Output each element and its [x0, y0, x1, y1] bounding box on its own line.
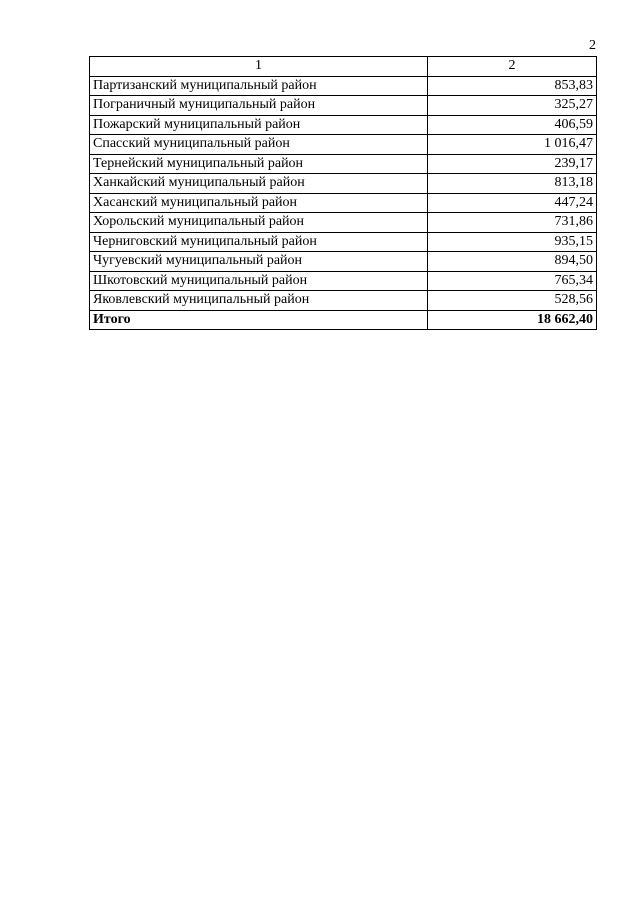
- table-row: [90, 232, 597, 252]
- table-row: [90, 96, 597, 116]
- district-value: 1 016,47: [428, 135, 597, 155]
- table-row: [90, 291, 597, 311]
- column-header-2: 2: [428, 57, 597, 77]
- district-value: 731,86: [428, 213, 597, 233]
- district-value: 447,24: [428, 193, 597, 213]
- district-value: 325,27: [428, 96, 597, 116]
- district-value: 935,15: [428, 232, 597, 252]
- district-value: 765,34: [428, 271, 597, 291]
- district-value: 528,56: [428, 291, 597, 311]
- district-name: Пожарский муниципальный район: [90, 115, 428, 135]
- table-row: [90, 154, 597, 174]
- district-value: 406,59: [428, 115, 597, 135]
- data-table: [89, 56, 597, 330]
- district-name: Черниговский муниципальный район: [90, 232, 428, 252]
- district-name: Ханкайский муниципальный район: [90, 174, 428, 194]
- table-row: [90, 193, 597, 213]
- column-header-1: 1: [90, 57, 428, 77]
- table-total-row: [90, 310, 597, 330]
- district-name: Пограничный муниципальный район: [90, 96, 428, 116]
- table-row: [90, 271, 597, 291]
- district-name: Хасанский муниципальный район: [90, 193, 428, 213]
- page-number: 2: [589, 38, 596, 53]
- district-name: Тернейский муниципальный район: [90, 154, 428, 174]
- district-value: 853,83: [428, 76, 597, 96]
- district-name: Шкотовский муниципальный район: [90, 271, 428, 291]
- district-value: 239,17: [428, 154, 597, 174]
- district-name: Чугуевский муниципальный район: [90, 252, 428, 272]
- district-name: Хорольский муниципальный район: [90, 213, 428, 233]
- table-row: [90, 252, 597, 272]
- total-value: 18 662,40: [428, 310, 597, 330]
- table-header-row: [90, 57, 597, 77]
- district-value: 813,18: [428, 174, 597, 194]
- district-value: 894,50: [428, 252, 597, 272]
- table-row: [90, 76, 597, 96]
- district-name: Спасский муниципальный район: [90, 135, 428, 155]
- district-name: Партизанский муниципальный район: [90, 76, 428, 96]
- total-label: Итого: [90, 310, 428, 330]
- table-row: [90, 115, 597, 135]
- table-row: [90, 135, 597, 155]
- table-row: [90, 174, 597, 194]
- table-row: [90, 213, 597, 233]
- district-name: Яковлевский муниципальный район: [90, 291, 428, 311]
